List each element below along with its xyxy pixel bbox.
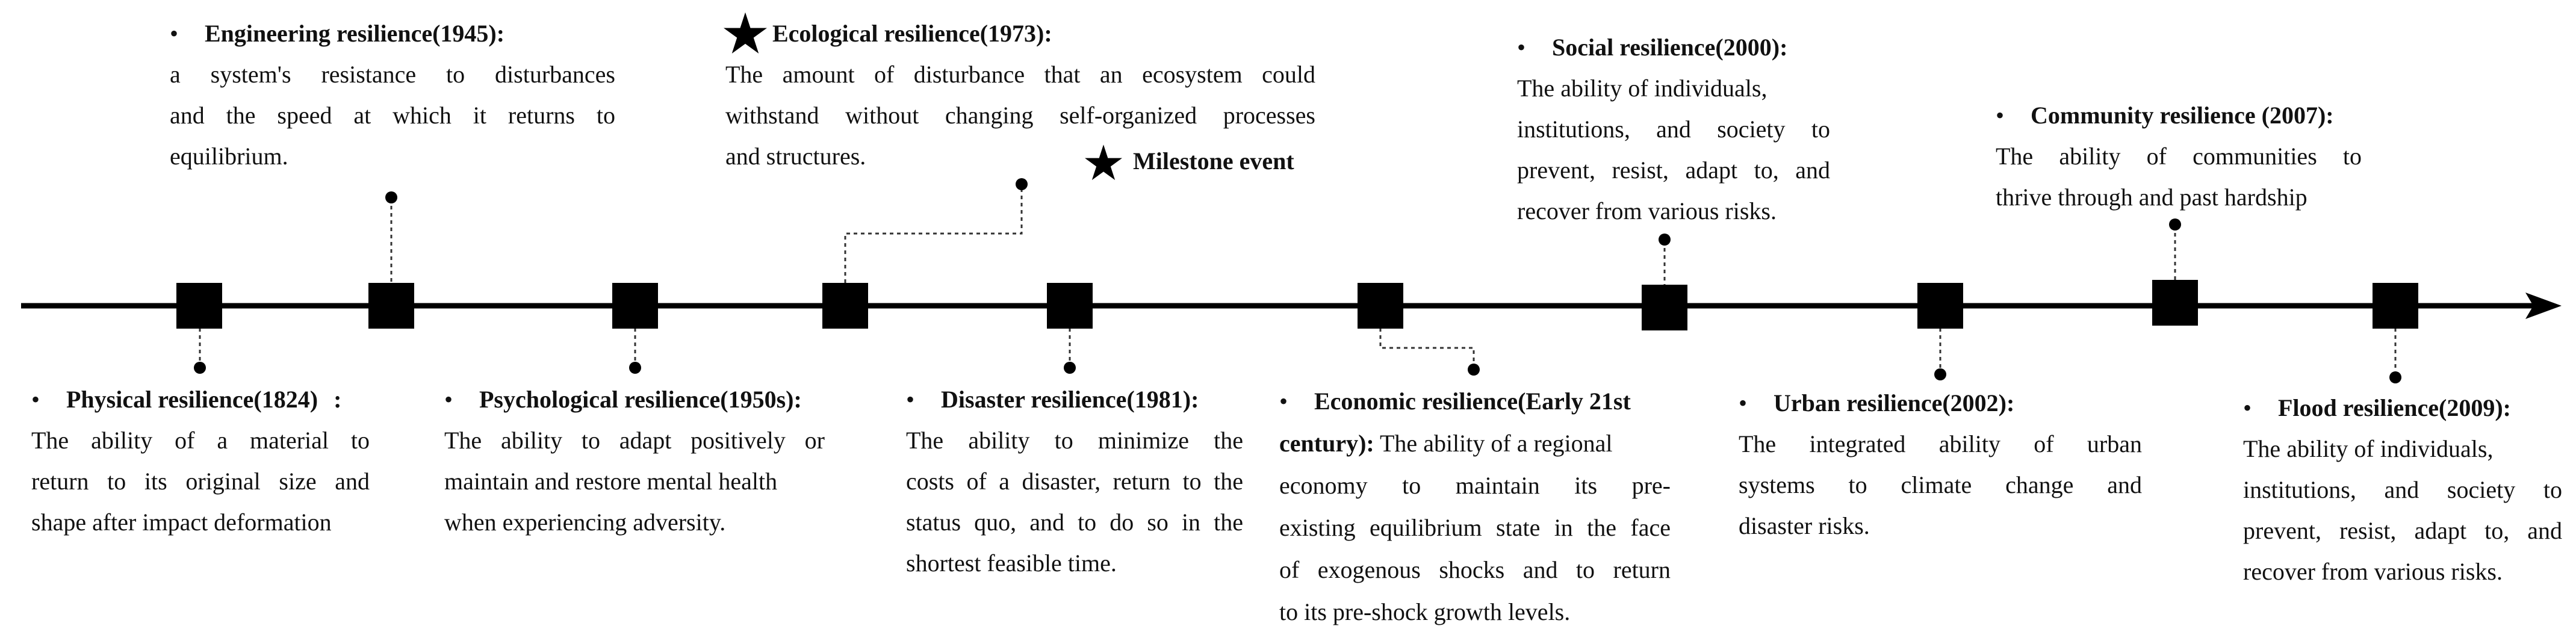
event-ecological xyxy=(725,13,1315,177)
bullet: • xyxy=(1739,389,1748,417)
event-title: Ecological resilience(1973): xyxy=(772,20,1052,47)
event-economic xyxy=(1279,380,1671,633)
event-title: Urban resilience(2002): xyxy=(1774,389,2015,417)
event-desc-line: shape after impact deformation xyxy=(31,509,332,536)
event-desc-line: recover from various risks. xyxy=(2243,558,2503,585)
event-desc-line: The amount of disturbance that an ecosystem could xyxy=(725,61,1315,88)
event-desc-line: equilibrium. xyxy=(170,143,288,170)
event-flood xyxy=(2243,388,2562,592)
event-disaster xyxy=(906,379,1243,584)
event-desc-line: institutions, and society to xyxy=(1517,116,1830,143)
event-desc-line: The ability of communities to xyxy=(1996,143,2362,170)
bullet: • xyxy=(444,386,453,413)
event-desc-line: a system's resistance to disturbances xyxy=(170,61,615,88)
bullet: • xyxy=(1996,102,2005,129)
event-desc-line: and the speed at which it returns to xyxy=(170,102,615,129)
event-desc-line: prevent, resist, adapt to, and xyxy=(2243,517,2562,544)
connector-economic xyxy=(1380,328,1474,368)
event-title-colon: : xyxy=(496,20,505,47)
event-desc-line: thrive through and past hardship xyxy=(1996,184,2308,211)
bullet: • xyxy=(31,386,40,413)
event-desc-line: and structures. xyxy=(725,143,866,170)
node-physical xyxy=(176,283,222,329)
event-desc-line: when experiencing adversity. xyxy=(444,509,726,536)
event-social xyxy=(1517,27,1830,232)
event-community xyxy=(1996,95,2369,218)
event-title: Economic resilience(Early 21st xyxy=(1314,388,1631,415)
event-title: Psychological resilience(1950s): xyxy=(479,386,802,413)
event-title-colon: : xyxy=(334,386,342,413)
node-social xyxy=(1642,285,1687,330)
dot-engineering xyxy=(385,191,397,203)
dot-psychological xyxy=(629,362,641,374)
event-desc-line: institutions, and society to xyxy=(2243,476,2562,503)
bullet: • xyxy=(906,386,915,413)
event-desc-line: maintain and restore mental health xyxy=(444,468,778,495)
node-ecological xyxy=(822,283,868,329)
dot-disaster xyxy=(1064,362,1076,374)
event-urban xyxy=(1739,383,2142,547)
event-desc-line: costs of a disaster, return to the xyxy=(906,468,1243,495)
connector-ecological xyxy=(845,185,1022,283)
node-economic xyxy=(1358,283,1403,329)
node-engineering xyxy=(368,283,414,329)
bullet: • xyxy=(2243,394,2252,421)
event-desc-line: disaster risks. xyxy=(1739,512,1870,539)
event-desc-line: return to its original size and xyxy=(31,468,370,495)
dot-physical xyxy=(194,362,206,374)
event-title: Physical resilience(1824) xyxy=(66,386,318,413)
node-community xyxy=(2152,280,2198,326)
node-disaster xyxy=(1047,283,1093,329)
bullet: • xyxy=(1279,388,1288,415)
event-desc-line: to its pre-shock growth levels. xyxy=(1279,598,1571,625)
dot-flood xyxy=(2389,371,2401,383)
event-desc-line: The integrated ability of urban xyxy=(1739,430,2142,457)
legend-label: Milestone event xyxy=(1133,147,1294,175)
event-psychological xyxy=(444,379,830,543)
event-desc-line: withstand without changing self-organized processes xyxy=(725,102,1315,129)
event-desc-line: prevent, resist, adapt to, and xyxy=(1517,156,1830,184)
node-urban xyxy=(1917,283,1963,329)
event-desc-line: The ability of individuals, xyxy=(1517,75,1768,102)
bullet: • xyxy=(170,20,179,47)
dot-ecological xyxy=(1016,178,1028,190)
event-desc-line: economy to maintain its pre- xyxy=(1279,472,1671,499)
event-desc-line: of exogenous shocks and to return xyxy=(1279,556,1671,583)
event-title: Disaster resilience(1981): xyxy=(941,386,1199,413)
event-desc-line: status quo, and to do so in the xyxy=(906,509,1243,536)
event-desc-line: The ability to adapt positively or xyxy=(444,427,825,454)
event-desc-line: The ability to minimize the xyxy=(906,427,1243,454)
dot-urban xyxy=(1934,368,1946,380)
event-physical xyxy=(31,379,370,543)
dot-community xyxy=(2169,218,2181,231)
event-title-cont: century): xyxy=(1279,430,1374,457)
node-psychological xyxy=(612,283,658,329)
bullet: • xyxy=(1517,34,1526,61)
dot-social xyxy=(1659,234,1671,246)
event-desc-line: shortest feasible time. xyxy=(906,550,1117,577)
dot-economic xyxy=(1468,364,1480,376)
event-desc-line: The ability of individuals, xyxy=(2243,435,2494,462)
event-title: Social resilience(2000): xyxy=(1552,34,1788,61)
event-title: Flood resilience(2009): xyxy=(2278,394,2511,421)
event-desc-line: existing equilibrium state in the face xyxy=(1279,514,1671,541)
event-desc-line: systems to climate change and xyxy=(1739,471,2142,498)
event-title: Engineering resilience(1945) xyxy=(205,20,497,47)
event-desc-line: The ability of a regional xyxy=(1380,430,1613,457)
event-title: Community resilience (2007): xyxy=(2031,102,2334,129)
event-engineering xyxy=(170,13,615,177)
event-desc-line: recover from various risks. xyxy=(1517,197,1777,225)
event-desc-line: The ability of a material to xyxy=(31,427,370,454)
node-flood xyxy=(2373,283,2418,329)
